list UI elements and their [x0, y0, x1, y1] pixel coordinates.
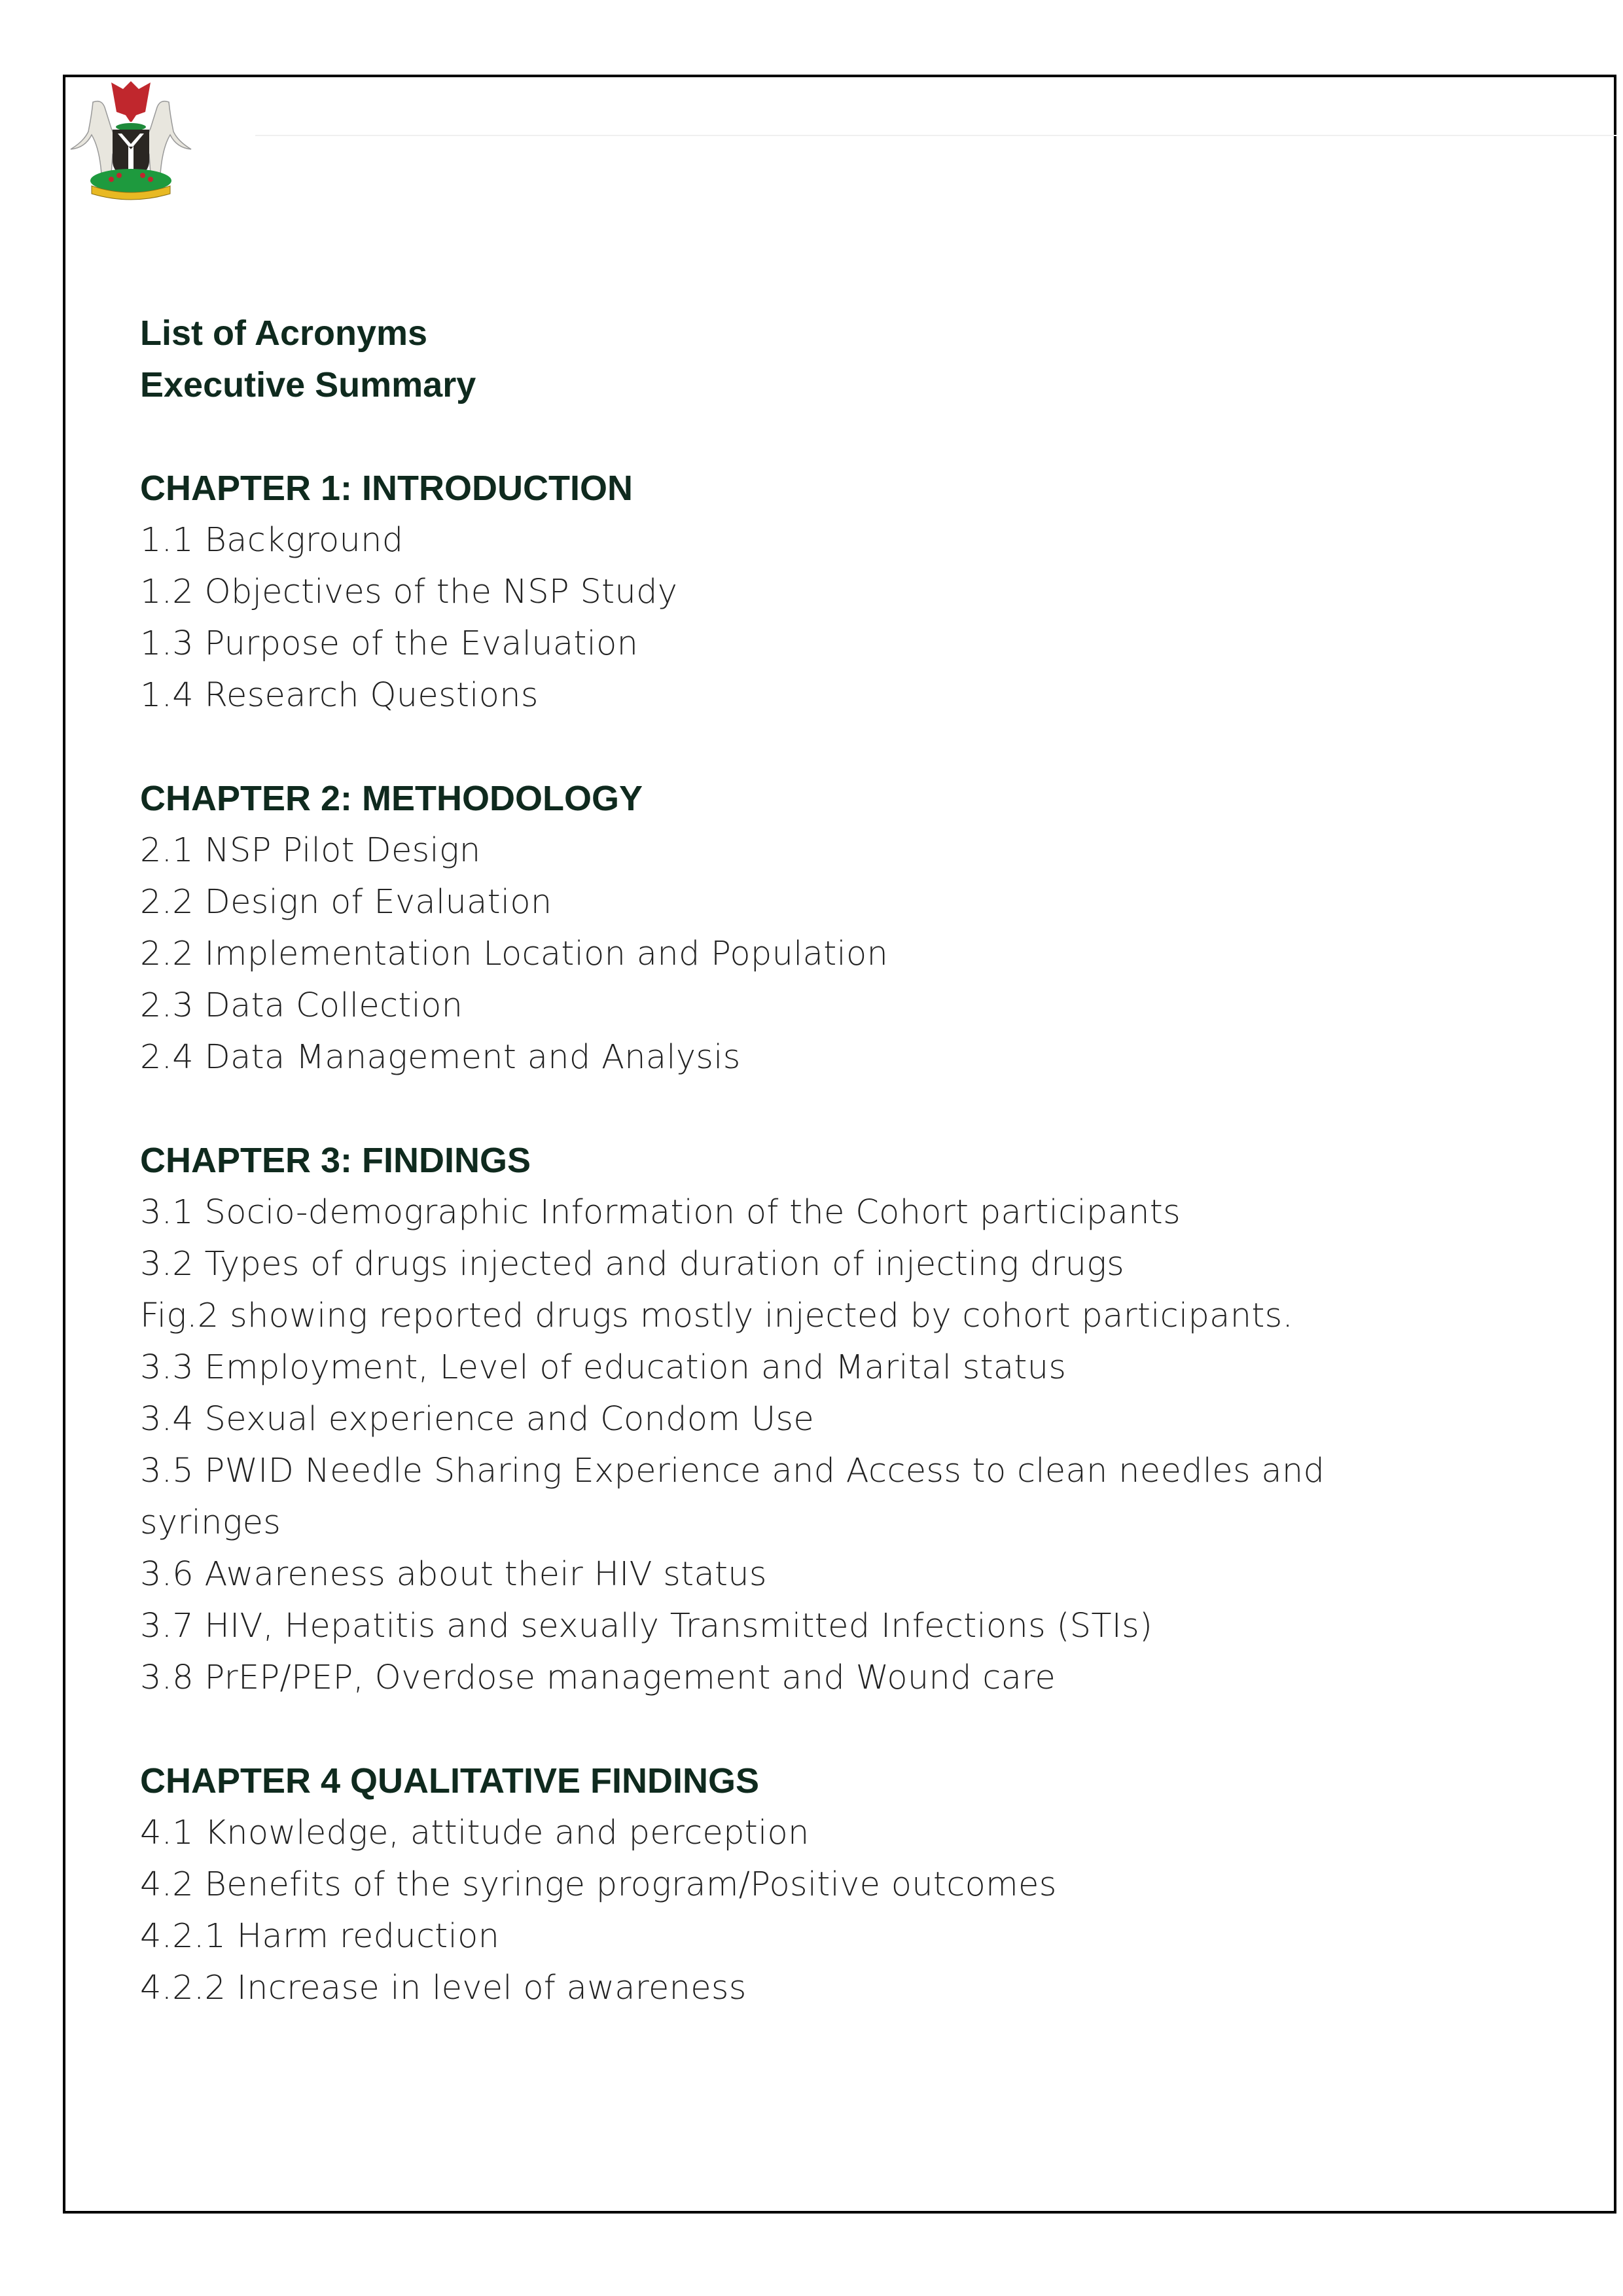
toc-item[interactable]: 4.2.2 Increase in level of awareness — [140, 1969, 747, 2007]
toc-item[interactable]: Fig.2 showing reported drugs mostly injected by cohort participants. — [140, 1297, 1294, 1335]
table-of-contents — [140, 308, 1580, 2014]
toc-item[interactable]: 4.1 Knowledge, attitude and perception — [140, 1814, 810, 1852]
section-spacer — [140, 1083, 1580, 1135]
toc-item[interactable]: 1.2 Objectives of the NSP Study — [140, 573, 678, 611]
header-rule — [255, 135, 1616, 136]
toc-item[interactable]: 2.3 Data Collection — [140, 986, 463, 1025]
section-spacer — [140, 721, 1580, 773]
toc-item[interactable]: 1.1 Background — [140, 521, 404, 560]
coat-of-arms-icon — [65, 76, 196, 200]
toc-item[interactable]: 2.4 Data Management and Analysis — [140, 1038, 741, 1077]
toc-item[interactable]: 2.1 NSP Pilot Design — [140, 831, 481, 870]
eagle-icon — [111, 81, 151, 123]
section-spacer — [140, 1704, 1580, 1755]
toc-item[interactable]: 3.8 PrEP/PEP, Overdose management and Wound care — [140, 1659, 1056, 1697]
toc-item[interactable]: 3.2 Types of drugs injected and duration of injecting drugs — [140, 1245, 1124, 1283]
toc-item[interactable]: 1.4 Research Questions — [140, 676, 539, 715]
toc-heading[interactable]: CHAPTER 1: INTRODUCTION — [140, 469, 633, 508]
toc-item[interactable]: 4.2.1 Harm reduction — [140, 1917, 500, 1956]
section-spacer — [140, 411, 1580, 463]
horse-left-icon — [71, 101, 115, 174]
toc-item[interactable]: 2.2 Design of Evaluation — [140, 883, 552, 922]
toc-heading[interactable]: CHAPTER 4 QUALITATIVE FINDINGS — [140, 1761, 760, 1801]
toc-heading[interactable]: Executive Summary — [140, 365, 476, 404]
toc-heading[interactable]: CHAPTER 2: METHODOLOGY — [140, 779, 643, 818]
toc-item[interactable]: 2.2 Implementation Location and Population — [140, 935, 889, 973]
toc-heading[interactable]: CHAPTER 3: FINDINGS — [140, 1141, 531, 1180]
toc-item[interactable]: 3.4 Sexual experience and Condom Use — [140, 1400, 815, 1439]
toc-item[interactable]: 3.1 Socio-demographic Information of the Cohort participants — [140, 1193, 1181, 1232]
toc-item[interactable]: syringes — [140, 1503, 281, 1542]
toc-item[interactable]: 3.7 HIV, Hepatitis and sexually Transmitted Infections (STIs) — [140, 1607, 1153, 1645]
toc-item[interactable]: 1.3 Purpose of the Evaluation — [140, 624, 639, 663]
toc-item[interactable]: 4.2 Benefits of the syringe program/Positive outcomes — [140, 1865, 1057, 1904]
toc-item[interactable]: 3.3 Employment, Level of education and Marital status — [140, 1348, 1067, 1387]
toc-item[interactable]: 3.6 Awareness about their HIV status — [140, 1555, 767, 1594]
toc-heading[interactable]: List of Acronyms — [140, 314, 428, 353]
horse-right-icon — [147, 101, 191, 174]
toc-item[interactable]: 3.5 PWID Needle Sharing Experience and Access to clean needles and — [140, 1452, 1325, 1490]
